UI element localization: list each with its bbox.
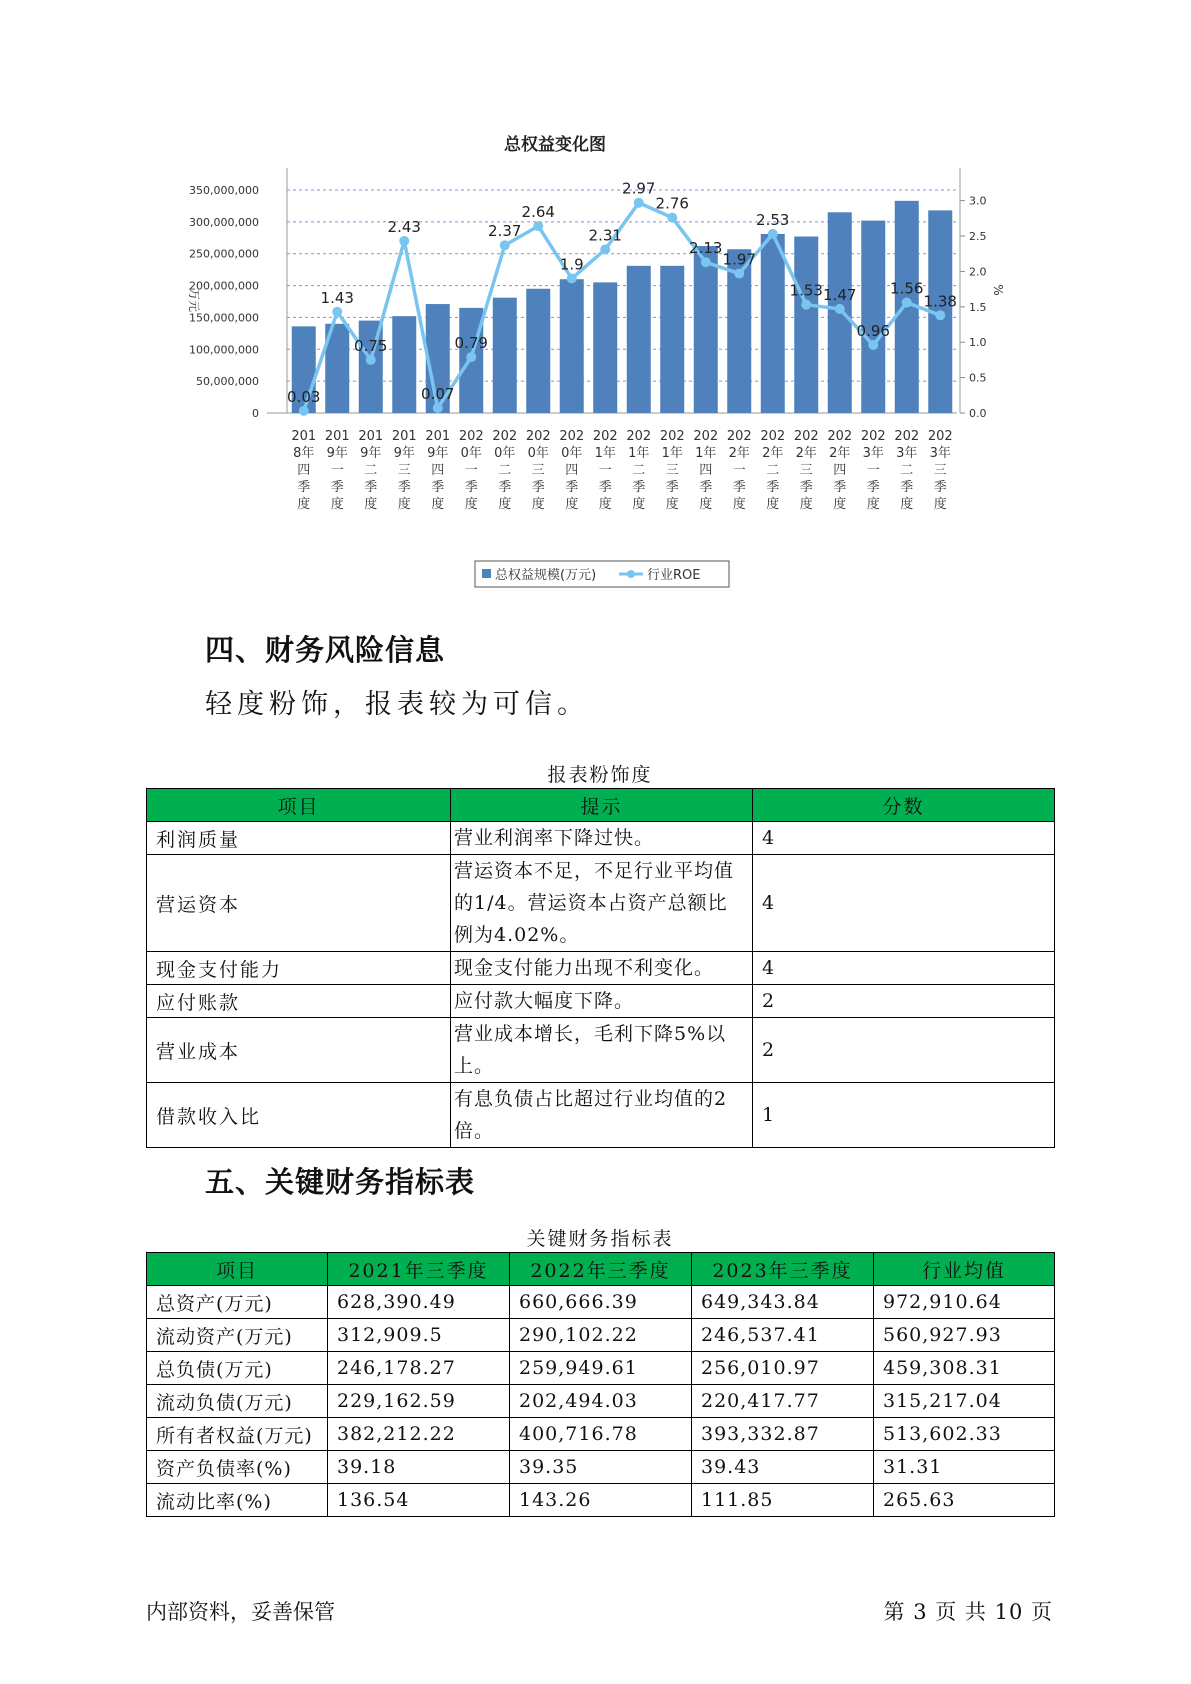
risk-score-cell: 4 bbox=[753, 855, 1055, 952]
kpi-item-cell: 所有者权益(万元) bbox=[147, 1418, 328, 1451]
kpi-item-cell: 总资产(万元) bbox=[147, 1286, 328, 1319]
risk-item-cell: 现金支付能力 bbox=[147, 952, 451, 985]
roe-point bbox=[533, 221, 543, 231]
bar bbox=[392, 316, 416, 413]
roe-data-label: 1.9 bbox=[559, 255, 584, 274]
kpi-value-cell: 382,212.22 bbox=[328, 1418, 510, 1451]
roe-data-label: 0.75 bbox=[354, 336, 388, 355]
x-tick-label: 202 0年四季度 bbox=[559, 429, 585, 512]
kpi-value-cell: 560,927.93 bbox=[874, 1319, 1055, 1352]
roe-point bbox=[500, 240, 510, 250]
table-row bbox=[147, 1484, 1055, 1517]
roe-data-label: 0.07 bbox=[421, 385, 455, 404]
roe-data-label: 1.97 bbox=[722, 250, 756, 269]
kpi-value-cell: 649,343.84 bbox=[692, 1286, 874, 1319]
roe-point bbox=[332, 307, 342, 317]
roe-data-label: 1.38 bbox=[923, 292, 957, 311]
roe-data-label: 2.53 bbox=[756, 210, 790, 229]
roe-data-label: 2.76 bbox=[655, 194, 689, 213]
kpi-value-cell: 400,716.78 bbox=[510, 1418, 692, 1451]
table-row bbox=[147, 1451, 1055, 1484]
x-tick-label: 201 9年一季度 bbox=[324, 429, 350, 512]
kpi-value-cell: 513,602.33 bbox=[874, 1418, 1055, 1451]
kpi-value-cell: 290,102.22 bbox=[510, 1319, 692, 1352]
y2-tick-label: 0.5 bbox=[969, 371, 987, 385]
header-hint: 提示 bbox=[451, 789, 753, 822]
roe-data-label: 1.47 bbox=[823, 285, 857, 304]
y2-tick-label: 2.0 bbox=[969, 265, 987, 279]
risk-hint-cell: 营业利润率下降过快。 bbox=[451, 822, 753, 855]
roe-point bbox=[667, 213, 677, 223]
table-row bbox=[147, 1352, 1055, 1385]
risk-hint-cell: 营业成本增长，毛利下降5%以上。 bbox=[451, 1018, 753, 1083]
y2-tick-label: 2.5 bbox=[969, 230, 987, 244]
kpi-value-cell: 220,417.77 bbox=[692, 1385, 874, 1418]
table-header-row bbox=[147, 1253, 1055, 1286]
table-row bbox=[147, 1286, 1055, 1319]
x-tick-label: 202 1年二季度 bbox=[626, 429, 652, 512]
x-tick-label: 201 8年四季度 bbox=[291, 429, 317, 512]
legend-label-bar: 总权益规模(万元) bbox=[495, 568, 597, 583]
section4-heading: 四、财务风险信息 bbox=[205, 633, 446, 667]
legend-swatch-bar bbox=[482, 569, 491, 578]
risk-score-cell: 4 bbox=[753, 952, 1055, 985]
table-header-row bbox=[147, 789, 1055, 822]
roe-point bbox=[634, 198, 644, 208]
roe-point bbox=[734, 269, 744, 279]
roe-data-label: 2.97 bbox=[622, 179, 656, 198]
kpi-value-cell: 31.31 bbox=[874, 1451, 1055, 1484]
kpi-value-cell: 972,910.64 bbox=[874, 1286, 1055, 1319]
x-tick-label: 202 2年一季度 bbox=[726, 429, 752, 512]
roe-point bbox=[935, 310, 945, 320]
y2-tick-label: 1.0 bbox=[969, 336, 987, 350]
y-tick-label: 150,000,000 bbox=[189, 311, 259, 325]
x-tick-label: 202 1年一季度 bbox=[592, 429, 618, 512]
legend-swatch-point bbox=[627, 570, 635, 578]
kpi-value-cell: 315,217.04 bbox=[874, 1385, 1055, 1418]
chart-title: 总权益变化图 bbox=[504, 135, 606, 155]
roe-point bbox=[366, 355, 376, 365]
header-item: 项目 bbox=[147, 789, 451, 822]
x-tick-label: 202 0年二季度 bbox=[492, 429, 518, 512]
roe-data-label: 2.13 bbox=[689, 239, 723, 258]
x-tick-label: 202 2年二季度 bbox=[760, 429, 786, 512]
kpi-item-cell: 总负债(万元) bbox=[147, 1352, 328, 1385]
kpi-value-cell: 265.63 bbox=[874, 1484, 1055, 1517]
roe-data-label: 1.56 bbox=[890, 279, 924, 298]
table-row bbox=[147, 822, 1055, 855]
roe-data-label: 0.96 bbox=[856, 322, 890, 341]
risk-hint-cell: 营运资本不足，不足行业平均值的1/4。营运资本占资产总额比例为4.02%。 bbox=[451, 855, 753, 952]
bar bbox=[560, 279, 584, 413]
table-row bbox=[147, 1018, 1055, 1083]
roe-point bbox=[902, 298, 912, 308]
kpi-value-cell: 259,949.61 bbox=[510, 1352, 692, 1385]
roe-point bbox=[801, 300, 811, 310]
y-tick-label: 0 bbox=[252, 407, 259, 420]
roe-data-label: 0.03 bbox=[287, 387, 321, 406]
bar bbox=[761, 234, 785, 413]
y-tick-label: 50,000,000 bbox=[196, 375, 259, 389]
y-tick-label: 350,000,000 bbox=[189, 184, 259, 197]
roe-data-label: 2.64 bbox=[521, 203, 555, 222]
bar bbox=[694, 246, 718, 413]
table-row bbox=[147, 1418, 1055, 1451]
risk-item-cell: 应付账款 bbox=[147, 985, 451, 1018]
bar bbox=[794, 237, 818, 413]
roe-point bbox=[868, 340, 878, 350]
kpi-value-cell: 39.18 bbox=[328, 1451, 510, 1484]
bar bbox=[861, 221, 885, 413]
y-tick-label: 100,000,000 bbox=[189, 343, 259, 357]
risk-hint-cell: 现金支付能力出现不利变化。 bbox=[451, 952, 753, 985]
risk-score-cell: 4 bbox=[753, 822, 1055, 855]
equity-chart bbox=[170, 130, 1030, 600]
roe-point bbox=[600, 244, 610, 254]
x-tick-label: 202 0年一季度 bbox=[458, 429, 484, 512]
y2-axis-title: % bbox=[991, 284, 1005, 296]
roe-data-label: 2.31 bbox=[588, 226, 622, 245]
roe-point bbox=[466, 352, 476, 362]
kpi-header-cell: 2023年三季度 bbox=[692, 1253, 874, 1286]
roe-point bbox=[567, 273, 577, 283]
kpi-header-cell: 2021年三季度 bbox=[328, 1253, 510, 1286]
footer-page-number: 第 3 页 共 10 页 bbox=[883, 1600, 1053, 1624]
kpi-value-cell: 393,332.87 bbox=[692, 1418, 874, 1451]
risk-hint-cell: 应付款大幅度下降。 bbox=[451, 985, 753, 1018]
risk-score-cell: 1 bbox=[753, 1083, 1055, 1148]
risk-item-cell: 营运资本 bbox=[147, 855, 451, 952]
risk-score-cell: 2 bbox=[753, 1018, 1055, 1083]
table-row bbox=[147, 985, 1055, 1018]
roe-data-label: 1.43 bbox=[320, 288, 354, 307]
kpi-table-caption: 关键财务指标表 bbox=[526, 1228, 674, 1250]
risk-item-cell: 营业成本 bbox=[147, 1018, 451, 1083]
bar bbox=[627, 266, 651, 413]
table-row bbox=[147, 1083, 1055, 1148]
kpi-header-cell: 行业均值 bbox=[874, 1253, 1055, 1286]
x-tick-label: 202 1年四季度 bbox=[693, 429, 719, 512]
y-axis-title: 万元 bbox=[187, 287, 201, 313]
x-tick-label: 202 3年二季度 bbox=[894, 429, 920, 512]
bar bbox=[526, 289, 550, 413]
section5-heading: 五、关键财务指标表 bbox=[205, 1165, 476, 1199]
kpi-value-cell: 459,308.31 bbox=[874, 1352, 1055, 1385]
roe-data-label: 0.79 bbox=[454, 334, 488, 353]
kpi-value-cell: 39.43 bbox=[692, 1451, 874, 1484]
bar bbox=[493, 298, 517, 413]
roe-data-label: 1.53 bbox=[789, 281, 823, 300]
kpi-header-cell: 2022年三季度 bbox=[510, 1253, 692, 1286]
risk-item-cell: 利润质量 bbox=[147, 822, 451, 855]
x-tick-label: 202 3年三季度 bbox=[927, 429, 953, 512]
risk-score-cell: 2 bbox=[753, 985, 1055, 1018]
kpi-header-cell: 项目 bbox=[147, 1253, 328, 1286]
kpi-item-cell: 流动负债(万元) bbox=[147, 1385, 328, 1418]
header-score: 分数 bbox=[753, 789, 1055, 822]
legend-label-line: 行业ROE bbox=[647, 568, 701, 583]
roe-data-label: 2.43 bbox=[387, 217, 421, 236]
roe-point bbox=[299, 406, 309, 416]
kpi-value-cell: 136.54 bbox=[328, 1484, 510, 1517]
kpi-value-cell: 143.26 bbox=[510, 1484, 692, 1517]
bar bbox=[660, 266, 684, 413]
kpi-value-cell: 39.35 bbox=[510, 1451, 692, 1484]
kpi-value-cell: 246,537.41 bbox=[692, 1319, 874, 1352]
kpi-value-cell: 628,390.49 bbox=[328, 1286, 510, 1319]
y2-tick-label: 3.0 bbox=[969, 194, 987, 208]
y-tick-label: 200,000,000 bbox=[189, 279, 259, 293]
x-tick-label: 202 3年一季度 bbox=[860, 429, 886, 512]
y-tick-label: 300,000,000 bbox=[189, 215, 259, 229]
roe-point bbox=[399, 236, 409, 246]
risk-summary: 轻度粉饰，报表较为可信。 bbox=[205, 689, 589, 720]
x-tick-label: 202 2年三季度 bbox=[793, 429, 819, 512]
x-tick-label: 201 9年四季度 bbox=[425, 429, 451, 512]
x-tick-label: 202 2年四季度 bbox=[827, 429, 853, 512]
risk-table bbox=[146, 788, 1055, 1148]
y2-tick-label: 1.5 bbox=[969, 300, 987, 314]
table-row bbox=[147, 1385, 1055, 1418]
kpi-table bbox=[146, 1252, 1055, 1517]
kpi-item-cell: 流动比率(%) bbox=[147, 1484, 328, 1517]
x-tick-label: 201 9年二季度 bbox=[358, 429, 384, 512]
kpi-value-cell: 312,909.5 bbox=[328, 1319, 510, 1352]
kpi-item-cell: 资产负债率(%) bbox=[147, 1451, 328, 1484]
table-row bbox=[147, 1319, 1055, 1352]
roe-data-label: 2.37 bbox=[488, 222, 522, 241]
footer-confidential-note: 内部资料，妥善保管 bbox=[146, 1600, 335, 1624]
roe-point bbox=[835, 304, 845, 314]
risk-table-caption: 报表粉饰度 bbox=[547, 764, 653, 786]
kpi-value-cell: 202,494.03 bbox=[510, 1385, 692, 1418]
kpi-value-cell: 246,178.27 bbox=[328, 1352, 510, 1385]
roe-point bbox=[433, 403, 443, 413]
kpi-value-cell: 256,010.97 bbox=[692, 1352, 874, 1385]
risk-item-cell: 借款收入比 bbox=[147, 1083, 451, 1148]
x-tick-label: 201 9年三季度 bbox=[391, 429, 417, 512]
x-tick-label: 202 1年三季度 bbox=[659, 429, 685, 512]
kpi-value-cell: 229,162.59 bbox=[328, 1385, 510, 1418]
table-row bbox=[147, 855, 1055, 952]
kpi-value-cell: 111.85 bbox=[692, 1484, 874, 1517]
kpi-item-cell: 流动资产(万元) bbox=[147, 1319, 328, 1352]
y-tick-label: 250,000,000 bbox=[189, 247, 259, 261]
y2-tick-label: 0.0 bbox=[969, 407, 987, 420]
x-tick-label: 202 0年三季度 bbox=[525, 429, 551, 512]
table-row bbox=[147, 952, 1055, 985]
kpi-value-cell: 660,666.39 bbox=[510, 1286, 692, 1319]
roe-point bbox=[701, 257, 711, 267]
bar bbox=[593, 282, 617, 413]
roe-point bbox=[768, 229, 778, 239]
risk-hint-cell: 有息负债占比超过行业均值的2倍。 bbox=[451, 1083, 753, 1148]
